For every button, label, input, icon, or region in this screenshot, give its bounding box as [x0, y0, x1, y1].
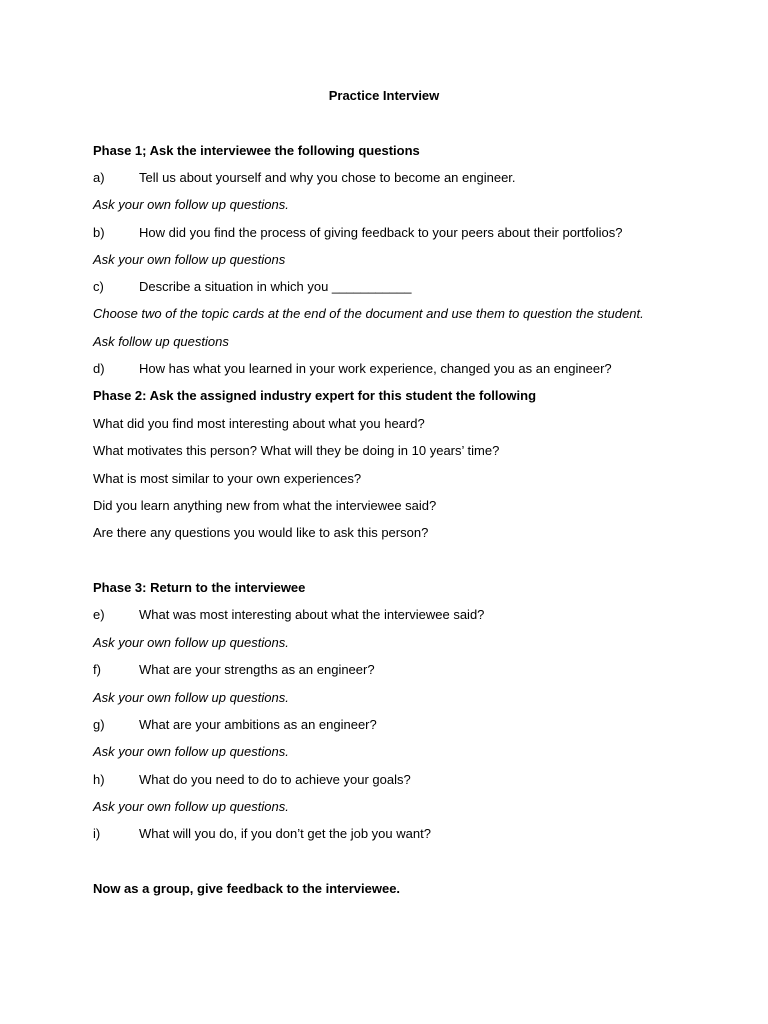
question-e-text: What was most interesting about what the interviewee said? — [139, 607, 485, 622]
expert-question: Are there any questions you would like to ask this person? — [93, 525, 429, 540]
question-b-text: How did you find the process of giving feedback to your peers about their portfolios? — [139, 225, 623, 240]
expert-question: Did you learn anything new from what the interviewee said? — [93, 498, 437, 513]
question-h-marker: h) — [93, 772, 105, 787]
question-e-marker: e) — [93, 607, 105, 622]
phase1-heading: Phase 1; Ask the interviewee the following questions — [93, 143, 420, 158]
question-a-marker: a) — [93, 170, 105, 185]
question-i-marker: i) — [93, 826, 101, 841]
expert-question: What is most similar to your own experiences? — [93, 471, 362, 486]
phase2-heading: Phase 2: Ask the assigned industry expert for this student the following — [93, 388, 537, 403]
question-a-text: Tell us about yourself and why you chose to become an engineer. — [139, 170, 516, 185]
question-c-marker: c) — [93, 279, 104, 294]
followup-note-e: Ask your own follow up questions. — [93, 635, 289, 650]
question-g-marker: g) — [93, 717, 105, 732]
question-h-text: What do you need to do to achieve your goals? — [139, 772, 411, 787]
question-f-marker: f) — [93, 662, 101, 677]
question-d-marker: d) — [93, 361, 105, 376]
question-b-marker: b) — [93, 225, 105, 240]
question-d-text: How has what you learned in your work experience, changed you as an engineer? — [139, 361, 612, 376]
expert-question: What motivates this person? What will they be doing in 10 years’ time? — [93, 443, 500, 458]
question-f-text: What are your strengths as an engineer? — [139, 662, 375, 677]
followup-note-b: Ask your own follow up questions — [93, 252, 286, 267]
followup-note-f: Ask your own follow up questions. — [93, 690, 289, 705]
closing-instruction: Now as a group, give feedback to the interviewee. — [93, 881, 401, 896]
followup-note-c: Ask follow up questions — [93, 334, 229, 349]
expert-question: What did you find most interesting about what you heard? — [93, 416, 425, 431]
question-c-text: Describe a situation in which you ___________ — [139, 279, 412, 294]
followup-note-h: Ask your own follow up questions. — [93, 799, 289, 814]
phase3-heading: Phase 3: Return to the interviewee — [93, 580, 306, 595]
question-i-text: What will you do, if you don’t get the job you want? — [139, 826, 431, 841]
followup-note-a: Ask your own follow up questions. — [93, 197, 289, 212]
topic-cards-instruction: Choose two of the topic cards at the end of the document and use them to question the student. — [93, 306, 644, 321]
followup-note-g: Ask your own follow up questions. — [93, 744, 289, 759]
page-title: Practice Interview — [328, 88, 440, 103]
question-g-text: What are your ambitions as an engineer? — [139, 717, 377, 732]
